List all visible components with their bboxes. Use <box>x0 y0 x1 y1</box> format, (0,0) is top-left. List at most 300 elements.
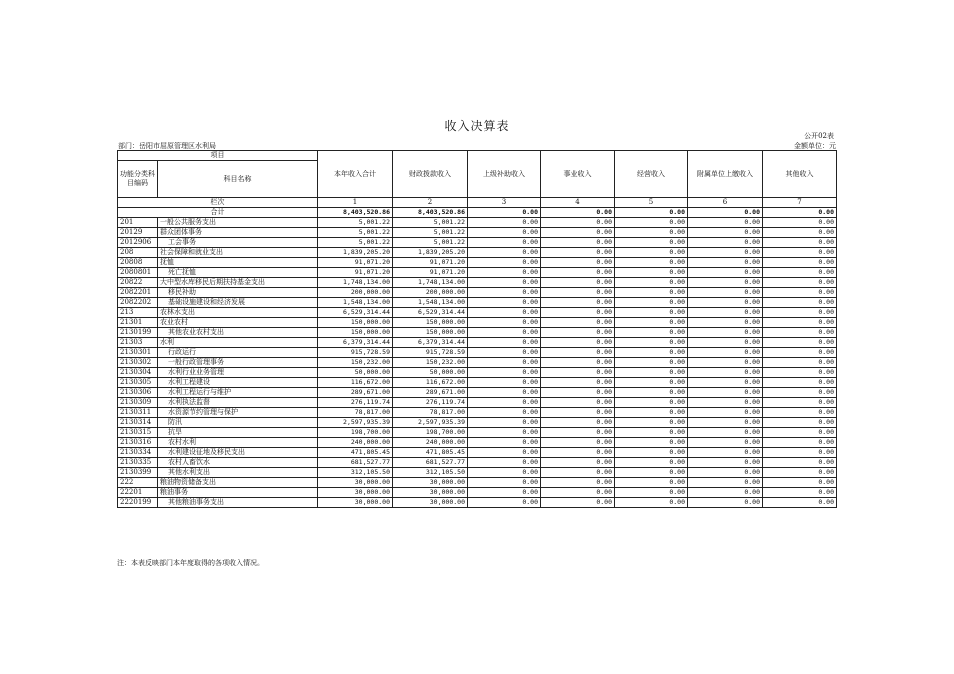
amount-cell: 0.00 <box>763 228 837 238</box>
subject-name: 其他粮油事务支出 <box>158 498 318 508</box>
amount-cell: 0.00 <box>615 408 688 418</box>
amount-cell: 0.00 <box>541 488 615 498</box>
column-header: 财政拨款收入 <box>393 151 468 198</box>
amount-cell: 915,728.59 <box>318 348 393 358</box>
amount-cell: 0.00 <box>541 258 615 268</box>
subject-name: 群众团体事务 <box>158 228 318 238</box>
amount-cell: 0.00 <box>763 358 837 368</box>
amount-cell: 0.00 <box>688 338 763 348</box>
amount-cell: 0.00 <box>615 228 688 238</box>
subject-name: 水利工程运行与维护 <box>158 388 318 398</box>
column-header: 经营收入 <box>615 151 688 198</box>
amount-cell: 0.00 <box>541 368 615 378</box>
table-row <box>118 318 837 328</box>
amount-cell: 1,548,134.00 <box>393 298 468 308</box>
table-row <box>118 288 837 298</box>
amount-cell: 0.00 <box>615 478 688 488</box>
amount-cell: 0.00 <box>468 378 541 388</box>
table-row <box>118 308 837 318</box>
subject-code: 2130304 <box>118 368 158 378</box>
amount-cell: 78,817.00 <box>393 408 468 418</box>
subject-name: 农村人畜饮水 <box>158 458 318 468</box>
amount-cell: 0.00 <box>541 378 615 388</box>
amount-cell: 312,105.50 <box>318 468 393 478</box>
amount-cell: 0.00 <box>688 298 763 308</box>
amount-cell: 0.00 <box>763 298 837 308</box>
amount-cell: 0.00 <box>763 288 837 298</box>
amount-cell: 150,232.00 <box>318 358 393 368</box>
amount-cell: 0.00 <box>468 228 541 238</box>
subject-code: 222 <box>118 478 158 488</box>
amount-cell: 0.00 <box>468 308 541 318</box>
amount-cell: 0.00 <box>541 298 615 308</box>
amount-cell: 0.00 <box>615 218 688 228</box>
subject-name: 水利工程建设 <box>158 378 318 388</box>
amount-cell: 0.00 <box>468 478 541 488</box>
table-row <box>118 368 837 378</box>
table-row <box>118 228 837 238</box>
amount-cell: 50,000.00 <box>393 368 468 378</box>
lanci-number: 5 <box>615 198 688 208</box>
amount-cell: 0.00 <box>615 238 688 248</box>
subject-name: 其他水利支出 <box>158 468 318 478</box>
amount-cell: 0.00 <box>763 278 837 288</box>
lanci-number: 2 <box>393 198 468 208</box>
amount-cell: 0.00 <box>468 388 541 398</box>
amount-cell: 5,001.22 <box>393 228 468 238</box>
amount-cell: 50,000.00 <box>318 368 393 378</box>
amount-cell: 289,671.00 <box>393 388 468 398</box>
amount-cell: 0.00 <box>541 278 615 288</box>
amount-unit-label: 金额单位：元 <box>794 142 836 150</box>
amount-cell: 2,597,935.39 <box>393 418 468 428</box>
subject-code: 2130309 <box>118 398 158 408</box>
amount-cell: 0.00 <box>468 488 541 498</box>
amount-cell: 0.00 <box>541 438 615 448</box>
amount-cell: 0.00 <box>468 268 541 278</box>
amount-cell: 0.00 <box>468 218 541 228</box>
amount-cell: 0.00 <box>763 428 837 438</box>
subject-code: 21303 <box>118 338 158 348</box>
amount-cell: 0.00 <box>468 348 541 358</box>
amount-cell: 0.00 <box>688 318 763 328</box>
amount-cell: 0.00 <box>763 258 837 268</box>
subject-code: 2130301 <box>118 348 158 358</box>
subject-code: 2130335 <box>118 458 158 468</box>
lanci-number: 1 <box>318 198 393 208</box>
subject-code: 2220199 <box>118 498 158 508</box>
total-value: 0.00 <box>763 208 837 218</box>
footnote: 注：本表反映部门本年度取得的各项收入情况。 <box>117 559 264 567</box>
subject-name: 水资源节约管理与保护 <box>158 408 318 418</box>
amount-cell: 0.00 <box>541 308 615 318</box>
amount-cell: 0.00 <box>541 408 615 418</box>
subject-name: 农林水支出 <box>158 308 318 318</box>
amount-cell: 0.00 <box>541 248 615 258</box>
table-row <box>118 408 837 418</box>
amount-cell: 6,529,314.44 <box>318 308 393 318</box>
amount-cell: 0.00 <box>615 418 688 428</box>
subject-name: 粮油事务 <box>158 488 318 498</box>
table-row <box>118 428 837 438</box>
amount-cell: 0.00 <box>688 348 763 358</box>
amount-cell: 0.00 <box>468 328 541 338</box>
subject-name: 社会保障和就业支出 <box>158 248 318 258</box>
table-row <box>118 298 837 308</box>
amount-cell: 200,000.00 <box>318 288 393 298</box>
amount-cell: 91,071.20 <box>318 268 393 278</box>
amount-cell: 6,379,314.44 <box>318 338 393 348</box>
amount-cell: 0.00 <box>468 458 541 468</box>
amount-cell: 0.00 <box>541 458 615 468</box>
subject-name: 工会事务 <box>158 238 318 248</box>
amount-cell: 1,839,205.20 <box>393 248 468 258</box>
amount-cell: 0.00 <box>615 268 688 278</box>
subject-name: 水利 <box>158 338 318 348</box>
subject-name: 其他农业农村支出 <box>158 328 318 338</box>
amount-cell: 0.00 <box>615 448 688 458</box>
subject-name: 防汛 <box>158 418 318 428</box>
amount-cell: 30,000.00 <box>318 488 393 498</box>
amount-cell: 0.00 <box>615 398 688 408</box>
lanci-label: 栏次 <box>118 198 318 208</box>
total-value: 0.00 <box>468 208 541 218</box>
amount-cell: 0.00 <box>688 438 763 448</box>
amount-cell: 0.00 <box>688 418 763 428</box>
lanci-number: 4 <box>541 198 615 208</box>
table-row <box>118 478 837 488</box>
amount-cell: 0.00 <box>615 278 688 288</box>
item-header: 项目 <box>118 151 318 161</box>
subject-code: 2130399 <box>118 468 158 478</box>
amount-cell: 0.00 <box>615 438 688 448</box>
amount-cell: 0.00 <box>541 398 615 408</box>
amount-cell: 0.00 <box>615 288 688 298</box>
amount-cell: 0.00 <box>615 388 688 398</box>
amount-cell: 150,000.00 <box>393 318 468 328</box>
total-value: 0.00 <box>541 208 615 218</box>
amount-cell: 915,728.59 <box>393 348 468 358</box>
total-value: 0.00 <box>615 208 688 218</box>
subject-name: 抚恤 <box>158 258 318 268</box>
subject-code: 2080801 <box>118 268 158 278</box>
amount-cell: 0.00 <box>763 448 837 458</box>
subject-code: 21301 <box>118 318 158 328</box>
name-header: 科目名称 <box>158 161 318 198</box>
amount-cell: 0.00 <box>763 328 837 338</box>
table-row <box>118 458 837 468</box>
subject-name: 死亡抚恤 <box>158 268 318 278</box>
subject-code: 201 <box>118 218 158 228</box>
amount-cell: 78,817.00 <box>318 408 393 418</box>
subject-name: 抗旱 <box>158 428 318 438</box>
amount-cell: 116,672.00 <box>318 378 393 388</box>
amount-cell: 1,748,134.00 <box>393 278 468 288</box>
amount-cell: 0.00 <box>688 478 763 488</box>
amount-cell: 0.00 <box>615 488 688 498</box>
amount-cell: 0.00 <box>468 238 541 248</box>
amount-cell: 0.00 <box>615 338 688 348</box>
amount-cell: 0.00 <box>541 358 615 368</box>
subject-name: 水利执法监督 <box>158 398 318 408</box>
table-body <box>118 151 837 508</box>
amount-cell: 0.00 <box>763 478 837 488</box>
table-row <box>118 218 837 228</box>
amount-cell: 0.00 <box>763 398 837 408</box>
subject-code: 2130305 <box>118 378 158 388</box>
total-row <box>118 208 837 218</box>
subject-code: 2012906 <box>118 238 158 248</box>
report-title: 收入决算表 <box>444 119 510 133</box>
table-row <box>118 278 837 288</box>
amount-cell: 0.00 <box>763 238 837 248</box>
amount-cell: 0.00 <box>615 328 688 338</box>
amount-cell: 0.00 <box>688 288 763 298</box>
amount-cell: 0.00 <box>468 358 541 368</box>
table-row <box>118 398 837 408</box>
amount-cell: 0.00 <box>541 218 615 228</box>
table-row <box>118 338 837 348</box>
amount-cell: 1,748,134.00 <box>318 278 393 288</box>
table-row <box>118 348 837 358</box>
column-header: 事业收入 <box>541 151 615 198</box>
amount-cell: 0.00 <box>468 298 541 308</box>
amount-cell: 0.00 <box>615 428 688 438</box>
amount-cell: 0.00 <box>541 498 615 508</box>
table-row <box>118 438 837 448</box>
amount-cell: 0.00 <box>763 498 837 508</box>
amount-cell: 0.00 <box>541 338 615 348</box>
subject-code: 20808 <box>118 258 158 268</box>
amount-cell: 2,597,935.39 <box>318 418 393 428</box>
amount-cell: 0.00 <box>763 408 837 418</box>
amount-cell: 0.00 <box>763 348 837 358</box>
subject-name: 水利行业业务管理 <box>158 368 318 378</box>
table-row <box>118 468 837 478</box>
subject-code: 208 <box>118 248 158 258</box>
amount-cell: 0.00 <box>468 468 541 478</box>
amount-cell: 0.00 <box>541 418 615 428</box>
subject-code: 2130334 <box>118 448 158 458</box>
table-row <box>118 448 837 458</box>
amount-cell: 0.00 <box>468 428 541 438</box>
amount-cell: 30,000.00 <box>318 478 393 488</box>
subject-name: 一般公共服务支出 <box>158 218 318 228</box>
amount-cell: 0.00 <box>688 408 763 418</box>
column-header: 附属单位上缴收入 <box>688 151 763 198</box>
amount-cell: 0.00 <box>615 358 688 368</box>
subject-name: 农业农村 <box>158 318 318 328</box>
amount-cell: 0.00 <box>541 348 615 358</box>
amount-cell: 6,379,314.44 <box>393 338 468 348</box>
total-value: 8,403,520.86 <box>393 208 468 218</box>
column-header: 上级补助收入 <box>468 151 541 198</box>
table-row <box>118 258 837 268</box>
amount-cell: 0.00 <box>468 318 541 328</box>
table-row <box>118 268 837 278</box>
amount-cell: 0.00 <box>541 318 615 328</box>
amount-cell: 240,000.00 <box>318 438 393 448</box>
amount-cell: 0.00 <box>688 448 763 458</box>
amount-cell: 312,105.50 <box>393 468 468 478</box>
amount-cell: 30,000.00 <box>393 498 468 508</box>
amount-cell: 0.00 <box>688 378 763 388</box>
amount-cell: 0.00 <box>688 388 763 398</box>
amount-cell: 150,232.00 <box>393 358 468 368</box>
amount-cell: 0.00 <box>541 228 615 238</box>
subject-code: 2082202 <box>118 298 158 308</box>
amount-cell: 198,700.00 <box>318 428 393 438</box>
subject-code: 2082201 <box>118 288 158 298</box>
subject-code: 20822 <box>118 278 158 288</box>
subject-code: 2130306 <box>118 388 158 398</box>
amount-cell: 150,000.00 <box>318 328 393 338</box>
amount-cell: 0.00 <box>763 378 837 388</box>
table-row <box>118 388 837 398</box>
amount-cell: 0.00 <box>688 258 763 268</box>
amount-cell: 0.00 <box>763 308 837 318</box>
amount-cell: 0.00 <box>615 348 688 358</box>
amount-cell: 0.00 <box>763 468 837 478</box>
amount-cell: 91,071.20 <box>318 258 393 268</box>
table-row <box>118 238 837 248</box>
amount-cell: 0.00 <box>615 368 688 378</box>
amount-cell: 5,001.22 <box>393 238 468 248</box>
amount-cell: 0.00 <box>763 368 837 378</box>
lanci-number: 3 <box>468 198 541 208</box>
amount-cell: 0.00 <box>615 498 688 508</box>
amount-cell: 0.00 <box>468 418 541 428</box>
total-label: 合计 <box>118 208 318 218</box>
subject-code: 213 <box>118 308 158 318</box>
total-value: 0.00 <box>688 208 763 218</box>
amount-cell: 150,000.00 <box>393 328 468 338</box>
column-header: 其他收入 <box>763 151 837 198</box>
amount-cell: 6,529,314.44 <box>393 308 468 318</box>
amount-cell: 0.00 <box>468 288 541 298</box>
subject-code: 2130316 <box>118 438 158 448</box>
amount-cell: 0.00 <box>541 428 615 438</box>
amount-cell: 0.00 <box>541 268 615 278</box>
amount-cell: 0.00 <box>688 488 763 498</box>
amount-cell: 0.00 <box>688 428 763 438</box>
amount-cell: 150,000.00 <box>318 318 393 328</box>
table-row <box>118 358 837 368</box>
amount-cell: 240,000.00 <box>393 438 468 448</box>
amount-cell: 0.00 <box>763 458 837 468</box>
amount-cell: 0.00 <box>468 398 541 408</box>
amount-cell: 0.00 <box>541 238 615 248</box>
amount-cell: 30,000.00 <box>393 478 468 488</box>
amount-cell: 0.00 <box>468 448 541 458</box>
amount-cell: 116,672.00 <box>393 378 468 388</box>
amount-cell: 0.00 <box>688 228 763 238</box>
subject-code: 2130315 <box>118 428 158 438</box>
amount-cell: 30,000.00 <box>318 498 393 508</box>
amount-cell: 471,805.45 <box>393 448 468 458</box>
amount-cell: 0.00 <box>615 458 688 468</box>
amount-cell: 0.00 <box>541 478 615 488</box>
amount-cell: 0.00 <box>615 248 688 258</box>
subject-code: 2130311 <box>118 408 158 418</box>
column-header: 本年收入合计 <box>318 151 393 198</box>
table-row <box>118 378 837 388</box>
subject-code: 22201 <box>118 488 158 498</box>
amount-cell: 0.00 <box>468 498 541 508</box>
amount-cell: 0.00 <box>541 448 615 458</box>
lanci-number: 7 <box>763 198 837 208</box>
amount-cell: 681,527.77 <box>393 458 468 468</box>
subject-name: 大中型水库移民后期扶持基金支出 <box>158 278 318 288</box>
amount-cell: 0.00 <box>468 438 541 448</box>
amount-cell: 0.00 <box>468 338 541 348</box>
amount-cell: 0.00 <box>615 468 688 478</box>
amount-cell: 1,548,134.00 <box>318 298 393 308</box>
amount-cell: 1,839,205.20 <box>318 248 393 258</box>
amount-cell: 0.00 <box>615 318 688 328</box>
table-row <box>118 488 837 498</box>
subject-name: 一般行政管理事务 <box>158 358 318 368</box>
amount-cell: 30,000.00 <box>393 488 468 498</box>
table-row <box>118 328 837 338</box>
table-row <box>118 248 837 258</box>
department-label: 部门：岳阳市屈原管理区水利局 <box>118 142 216 150</box>
subject-code: 2130302 <box>118 358 158 368</box>
code-header: 功能分类科目编码 <box>118 161 158 198</box>
amount-cell: 91,071.20 <box>393 268 468 278</box>
amount-cell: 5,001.22 <box>393 218 468 228</box>
amount-cell: 276,119.74 <box>318 398 393 408</box>
amount-cell: 0.00 <box>688 458 763 468</box>
amount-cell: 0.00 <box>688 278 763 288</box>
amount-cell: 91,071.20 <box>393 258 468 268</box>
amount-cell: 0.00 <box>763 248 837 258</box>
subject-name: 移民补助 <box>158 288 318 298</box>
amount-cell: 0.00 <box>763 218 837 228</box>
subject-code: 2130199 <box>118 328 158 338</box>
subject-code: 20129 <box>118 228 158 238</box>
amount-cell: 5,001.22 <box>318 218 393 228</box>
lanci-number: 6 <box>688 198 763 208</box>
amount-cell: 0.00 <box>468 278 541 288</box>
income-table <box>117 150 837 508</box>
table-row <box>118 418 837 428</box>
amount-cell: 0.00 <box>763 388 837 398</box>
amount-cell: 276,119.74 <box>393 398 468 408</box>
amount-cell: 0.00 <box>763 318 837 328</box>
amount-cell: 681,527.77 <box>318 458 393 468</box>
amount-cell: 0.00 <box>763 418 837 428</box>
subject-name: 水利建设征地及移民支出 <box>158 448 318 458</box>
amount-cell: 0.00 <box>541 388 615 398</box>
amount-cell: 0.00 <box>468 408 541 418</box>
amount-cell: 0.00 <box>688 308 763 318</box>
table-row <box>118 498 837 508</box>
amount-cell: 0.00 <box>688 248 763 258</box>
amount-cell: 0.00 <box>541 328 615 338</box>
amount-cell: 0.00 <box>688 218 763 228</box>
amount-cell: 5,001.22 <box>318 228 393 238</box>
form-number: 公开02表 <box>804 132 834 140</box>
amount-cell: 0.00 <box>615 378 688 388</box>
amount-cell: 0.00 <box>763 488 837 498</box>
amount-cell: 0.00 <box>763 338 837 348</box>
amount-cell: 0.00 <box>468 258 541 268</box>
amount-cell: 0.00 <box>541 468 615 478</box>
amount-cell: 200,000.00 <box>393 288 468 298</box>
total-value: 8,403,520.86 <box>318 208 393 218</box>
amount-cell: 198,700.00 <box>393 428 468 438</box>
